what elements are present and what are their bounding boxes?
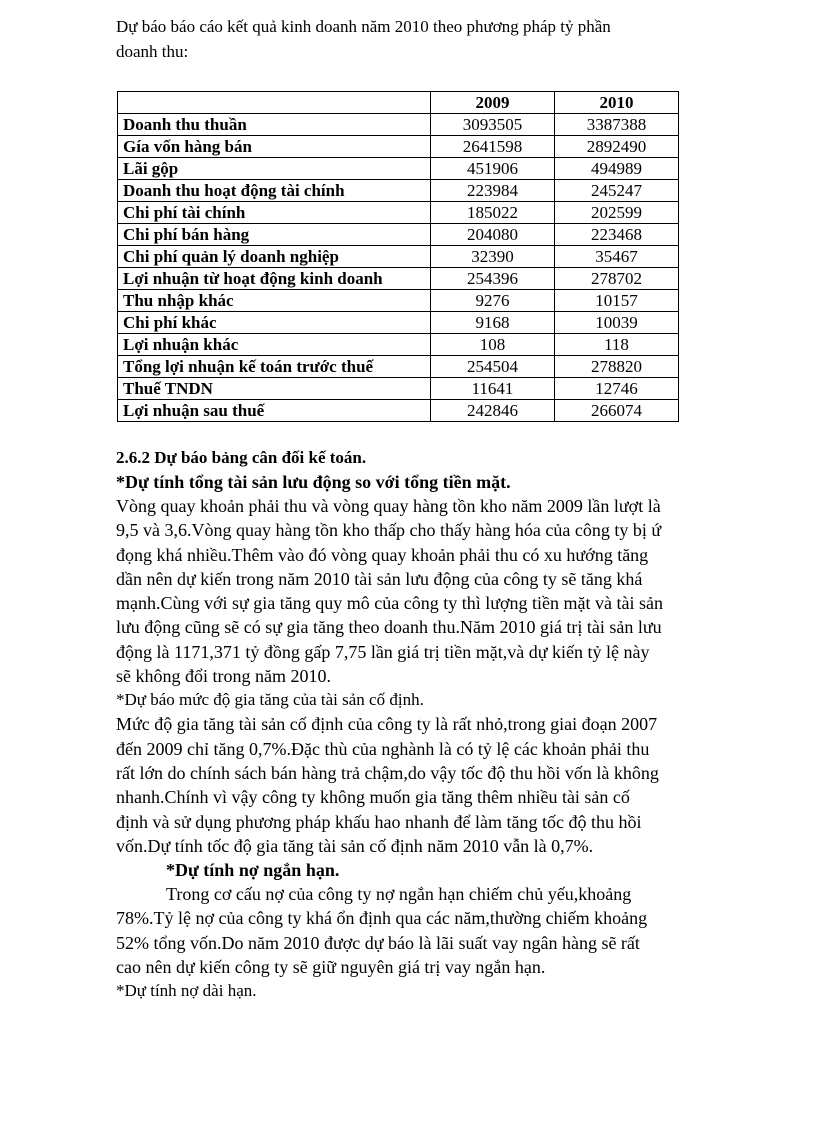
table-row bbox=[118, 180, 679, 202]
value-2009: 2641598 bbox=[431, 136, 555, 158]
value-2010: 223468 bbox=[555, 224, 679, 246]
value-2009: 223984 bbox=[431, 180, 555, 202]
value-2010: 278820 bbox=[555, 356, 679, 378]
row-label: Doanh thu thuần bbox=[118, 114, 431, 136]
section-heading: 2.6.2 Dự báo bảng cân đối kế toán. bbox=[116, 448, 367, 467]
subheading-fixed-assets: *Dự báo mức độ gia tăng của tài sản cố định. bbox=[116, 690, 424, 710]
table-row bbox=[118, 334, 679, 356]
header-2010: 2010 bbox=[555, 92, 679, 114]
text-line: nhanh.Chính vì vậy công ty không muốn gia tăng thêm nhiều tài sản cố bbox=[116, 787, 630, 808]
text-line: cao nên dự kiến công ty sẽ giữ nguyên giá trị vay ngắn hạn. bbox=[116, 957, 546, 978]
value-2009: 9168 bbox=[431, 312, 555, 334]
value-2009: 9276 bbox=[431, 290, 555, 312]
row-label: Chi phí khác bbox=[118, 312, 431, 334]
text-line: 9,5 và 3,6.Vòng quay hàng tồn kho thấp cho thấy hàng hóa của công ty bị ứ bbox=[116, 520, 662, 541]
value-2009: 108 bbox=[431, 334, 555, 356]
text-line: rất lớn do chính sách bán hàng trả chậm,do vậy tốc độ thu hồi vốn là không bbox=[116, 762, 659, 783]
subheading-long-term-debt: *Dự tính nợ dài hạn. bbox=[116, 981, 257, 1001]
row-label: Doanh thu hoạt động tài chính bbox=[118, 180, 431, 202]
text-line: động là 1171,371 tỷ đồng gấp 7,75 lần giá trị tiền mặt,và dự kiến tỷ lệ này bbox=[116, 641, 650, 662]
table-row bbox=[118, 268, 679, 290]
subheading-short-term-debt: *Dự tính nợ ngắn hạn. bbox=[166, 860, 340, 881]
table-row bbox=[118, 224, 679, 246]
value-2010: 266074 bbox=[555, 400, 679, 422]
text-line: mạnh.Cùng với sự gia tăng quy mô của công ty thì lượng tiền mặt và tài sản bbox=[116, 593, 663, 614]
text-line: lưu động cũng sẽ có sự gia tăng theo doanh thu.Năm 2010 giá trị tài sản lưu bbox=[116, 617, 662, 638]
header-label bbox=[118, 92, 431, 114]
table-row bbox=[118, 312, 679, 334]
subheading-current-assets: *Dự tính tổng tài sản lưu động so với tổng tiền mặt. bbox=[116, 472, 511, 492]
document-page bbox=[116, 14, 716, 1003]
table-row bbox=[118, 136, 679, 158]
row-label: Tổng lợi nhuận kế toán trước thuế bbox=[118, 356, 431, 378]
value-2010: 10157 bbox=[555, 290, 679, 312]
value-2010: 245247 bbox=[555, 180, 679, 202]
value-2010: 202599 bbox=[555, 202, 679, 224]
text-line: vốn.Dự tính tốc độ gia tăng tài sản cố định năm 2010 vẫn là 0,7%. bbox=[116, 835, 594, 856]
value-2009: 254504 bbox=[431, 356, 555, 378]
table-header-row bbox=[118, 92, 679, 114]
row-label: Lãi gộp bbox=[118, 158, 431, 180]
value-2009: 451906 bbox=[431, 158, 555, 180]
intro-line-1: Dự báo báo cáo kết quả kinh doanh năm 2010 theo phương pháp tỷ phần bbox=[116, 17, 611, 36]
row-label: Lợi nhuận khác bbox=[118, 334, 431, 356]
value-2010: 35467 bbox=[555, 246, 679, 268]
table-row bbox=[118, 400, 679, 422]
intro-line-2: doanh thu: bbox=[116, 42, 189, 61]
value-2010: 494989 bbox=[555, 158, 679, 180]
table-row bbox=[118, 356, 679, 378]
row-label: Chi phí tài chính bbox=[118, 202, 431, 224]
value-2009: 242846 bbox=[431, 400, 555, 422]
row-label: Chi phí quản lý doanh nghiệp bbox=[118, 246, 431, 268]
table-row bbox=[118, 202, 679, 224]
table-row bbox=[118, 378, 679, 400]
text-line: 78%.Tỷ lệ nợ của công ty khá ổn định qua các năm,thường chiếm khoảng bbox=[116, 908, 648, 929]
text-line: Mức độ gia tăng tài sản cố định của công ty là rất nhỏ,trong giai đoạn 2007 bbox=[116, 714, 658, 735]
table-row bbox=[118, 114, 679, 136]
value-2009: 204080 bbox=[431, 224, 555, 246]
text-line: đến 2009 chỉ tăng 0,7%.Đặc thù của nghành là có tỷ lệ các khoản phải thu bbox=[116, 738, 650, 759]
value-2010: 12746 bbox=[555, 378, 679, 400]
row-label: Thuế TNDN bbox=[118, 378, 431, 400]
text-line: Vòng quay khoản phải thu và vòng quay hàng tồn kho năm 2009 lần lượt là bbox=[116, 496, 661, 516]
value-2010: 118 bbox=[555, 334, 679, 356]
income-forecast-table bbox=[117, 91, 679, 422]
text-line: định và sử dụng phương pháp khấu hao nhanh để làm tăng tốc độ thu hồi bbox=[116, 811, 642, 832]
paragraph-fixed-assets bbox=[116, 712, 716, 858]
value-2010: 3387388 bbox=[555, 114, 679, 136]
value-2009: 254396 bbox=[431, 268, 555, 290]
text-line: đọng khá nhiều.Thêm vào đó vòng quay khoản phải thu có xu hướng tăng bbox=[116, 544, 649, 565]
paragraph-short-term-debt bbox=[116, 882, 716, 979]
row-label: Chi phí bán hàng bbox=[118, 224, 431, 246]
table-row bbox=[118, 246, 679, 268]
value-2009: 11641 bbox=[431, 378, 555, 400]
value-2009: 3093505 bbox=[431, 114, 555, 136]
table-row bbox=[118, 290, 679, 312]
header-2009: 2009 bbox=[431, 92, 555, 114]
value-2010: 278702 bbox=[555, 268, 679, 290]
table-row bbox=[118, 158, 679, 180]
text-line: sẽ không đổi trong năm 2010. bbox=[116, 666, 331, 687]
paragraph-current-assets bbox=[116, 494, 716, 688]
row-label: Thu nhập khác bbox=[118, 290, 431, 312]
row-label: Gía vốn hàng bán bbox=[118, 136, 431, 158]
text-line: Trong cơ cấu nợ của công ty nợ ngắn hạn chiếm chủ yếu,khoảng bbox=[166, 884, 632, 905]
row-label: Lợi nhuận sau thuế bbox=[118, 400, 431, 422]
value-2010: 2892490 bbox=[555, 136, 679, 158]
text-line: 52% tổng vốn.Do năm 2010 được dự báo là lãi suất vay ngân hàng sẽ rất bbox=[116, 932, 640, 953]
row-label: Lợi nhuận từ hoạt động kinh doanh bbox=[118, 268, 431, 290]
value-2009: 32390 bbox=[431, 246, 555, 268]
value-2010: 10039 bbox=[555, 312, 679, 334]
text-line: dần nên dự kiến trong năm 2010 tài sản lưu động của công ty sẽ tăng khá bbox=[116, 568, 643, 589]
value-2009: 185022 bbox=[431, 202, 555, 224]
